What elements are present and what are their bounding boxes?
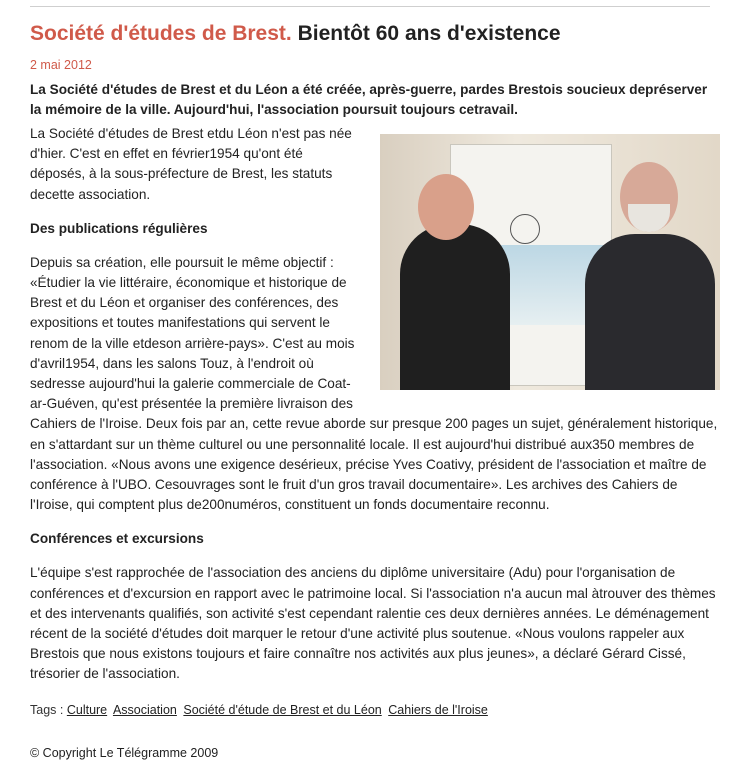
- tag-link-association[interactable]: Association: [112, 703, 177, 717]
- subheading-conferences: Conférences et excursions: [30, 531, 204, 547]
- article-lead: La Société d'études de Brest et du Léon a été créée, après-guerre, pardes Brestois soucieux depréserver la mémoire de la ville. Aujourd'hui, l'association poursuit toujours cetravail.: [30, 82, 708, 117]
- compass-rose-icon: [510, 214, 540, 244]
- top-divider: [30, 6, 710, 7]
- tag-link-cahiers-iroise[interactable]: Cahiers de l'Iroise: [388, 703, 488, 717]
- article-photo: [380, 134, 720, 390]
- article-date: 2 mai 2012: [30, 58, 92, 72]
- article-headline: [30, 20, 720, 48]
- headline-kicker: Société d'études de Brest.: [30, 22, 292, 45]
- headline-title: Bientôt 60 ans d'existence: [297, 22, 561, 45]
- paragraph-conferences: L'équipe s'est rapprochée de l'association des anciens du diplôme universitaire (Adu) pour l'organisation de conférences et d'excursion en rapport avec le patrimoine local. Si l'association n'a aucun mal àtrouver des thèmes et des intervenants qualifiés, son activité s'est cependant ralentie ces deux dernières années. Le déménagement récent de la société d'études doit marquer le retour d'une activité plus soutenue. «Nous voulons rappeler aux Brestois que nous existons toujours et faire connaître nos activités aux plus jeunes», a déclaré Gérard Cissé, trésorier de l'association.: [30, 565, 716, 682]
- copyright-notice: © Copyright Le Télégramme 2009: [30, 746, 219, 760]
- paragraph-intro: La Société d'études de Brest etdu Léon n'est pas née d'hier. C'est en effet en février1954 qu'ont été déposés, à la sous-préfecture de Brest, les statuts decette association.: [30, 126, 352, 202]
- subheading-publications: Des publications régulières: [30, 220, 208, 236]
- tag-link-culture[interactable]: Culture: [66, 703, 108, 717]
- person-left: [400, 224, 510, 390]
- tag-link-societe-etudes[interactable]: Société d'étude de Brest et du Léon: [183, 703, 382, 717]
- person-right: [585, 234, 715, 390]
- paragraph-publications: Depuis sa création, elle poursuit le même objectif : «Étudier la vie littéraire, économique et historique de Brest et du Léon et organiser des conférences, des expositions et toutes manifestations qui servent le renom de la ville etdeson arrière-pays». C'est au mois d'avril1954, dans les salons Touz, à l'endroit où sedresse aujourd'hui la galerie commerciale de Coat-ar-Guéven, qu'est présentée la première livraison des Cahiers de l'Iroise. Deux fois par an, cette revue aborde sur presque 200 pages un sujet, généralement historique, en s'attardant sur un thème culturel ou une personnalité locale. Il est aujourd'hui distribué aux350 membres de l'association. «Nous avons une exigence desérieux, précise Yves Coativy, président de l'association et maître de conférence à l'UBO. Cesouvrages sont le fruit d'un gros travail documentaire». Les archives des Cahiers de l'Iroise, qui comptent plus de200numéros, constituent un fonds documentaire reconnu.: [30, 254, 718, 513]
- tags-row: [30, 703, 491, 717]
- article-body: [30, 124, 720, 699]
- tags-label: Tags :: [30, 703, 64, 717]
